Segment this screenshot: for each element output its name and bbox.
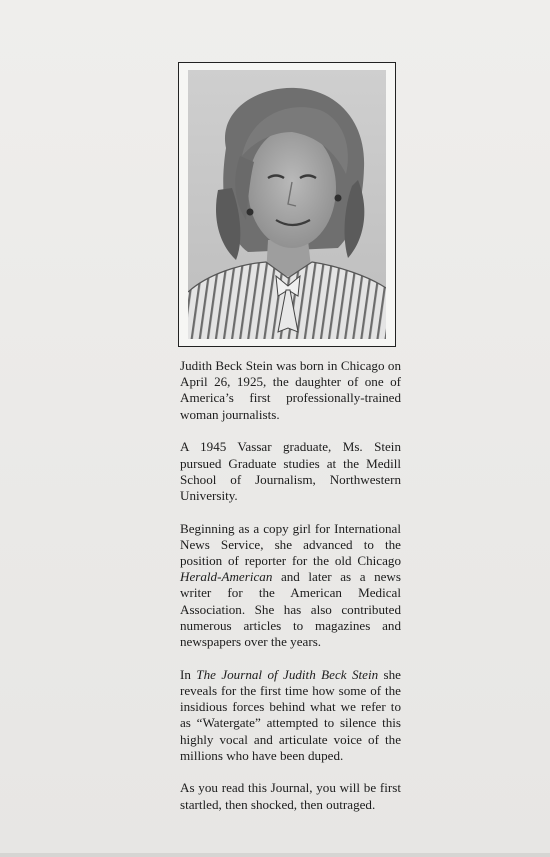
author-photo-frame <box>178 62 396 347</box>
bio-paragraph-closing: As you read this Journal, you will be first startled, then shocked, then outraged. <box>180 780 401 812</box>
bio-paragraph-birth: Judith Beck Stein was born in Chicago on April 26, 1925, the daughter of one of America’s first professionally-trained woman journalists. <box>180 358 401 422</box>
bio-text: she reveals for the first time how some of the insidious forces behind what we refer to as “Watergate” attempted to silence this highly vocal and articulate voice of the millions who have been duped. <box>180 666 401 763</box>
bio-italic-title: Herald-American <box>180 569 273 585</box>
author-portrait-image <box>188 70 386 339</box>
bio-text: In <box>180 666 197 682</box>
bio-text: Beginning as a copy girl for International News Service, she advanced to the position of reporter for the old Chicago <box>180 520 401 569</box>
author-photo <box>188 70 386 339</box>
bio-paragraph-journal <box>180 667 401 764</box>
bio-paragraph-education: A 1945 Vassar graduate, Ms. Stein pursued Graduate studies at the Medill School of Journalism, Northwestern University. <box>180 439 401 503</box>
bio-italic-title: The Journal of Judith Beck Stein <box>196 666 379 682</box>
bio-text: and later as a news writer for the American Medical Association. She has also contributed numerous articles to magazines and newspapers over the years. <box>180 569 401 650</box>
page-edge <box>0 853 550 857</box>
bio-paragraph-career <box>180 521 401 651</box>
author-bio <box>180 358 401 813</box>
